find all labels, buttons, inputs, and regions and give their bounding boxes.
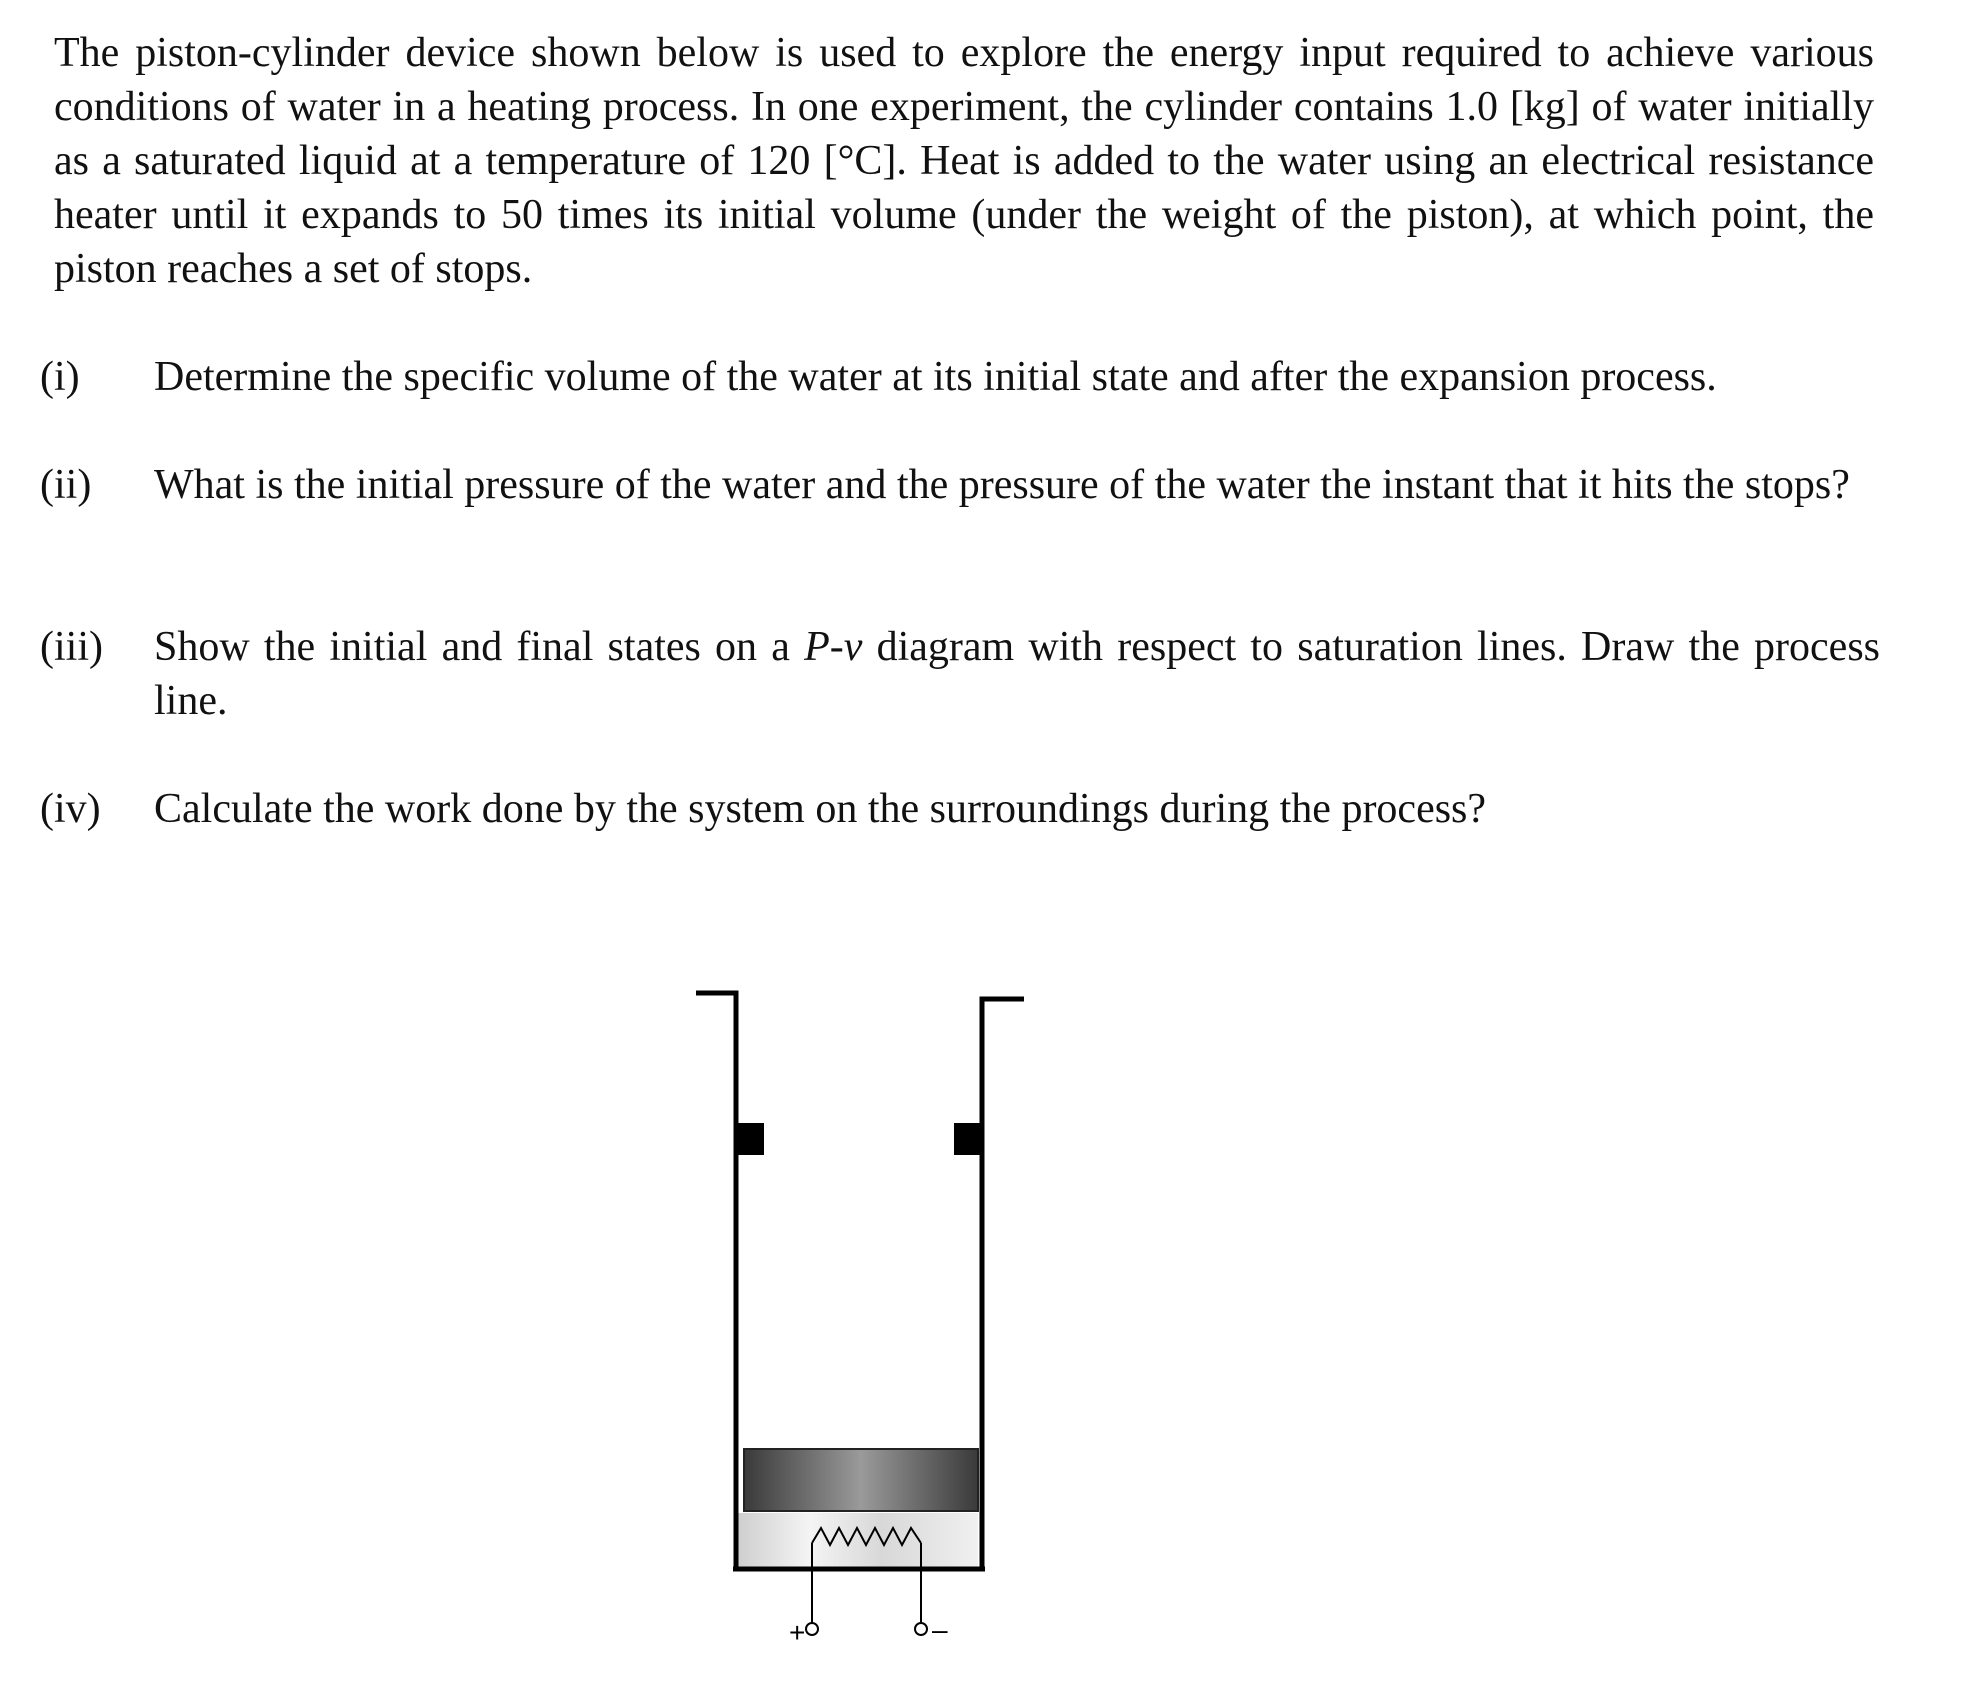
question-2 [40, 458, 1880, 512]
question-3-number: (iii) [40, 624, 103, 670]
terminal-plus [806, 1623, 818, 1635]
question-2-number: (ii) [40, 462, 92, 508]
question-1 [40, 350, 1880, 404]
question-1-text: Determine the specific volume of the water at its initial state and after the expansion process. [154, 354, 1717, 400]
water-layer [738, 1513, 978, 1568]
piston-cylinder-figure [690, 975, 1050, 1655]
terminal-plus-label: + [789, 1617, 806, 1648]
question-3-text [154, 620, 1880, 728]
question-2-text: What is the initial pressure of the water and the pressure of the water the instant that it hits the stops? [154, 462, 1850, 508]
piston [744, 1449, 978, 1511]
problem-statement: The piston-cylinder device shown below is used to explore the energy input required to achieve various conditions of water in a heating process. In one experiment, the cylinder contains 1.0 [kg] of water initially as a saturated liquid at a temperature of 120 [°C]. Heat is added to the water using an electrical resistance heater until it expands to 50 times its initial volume (under the weight of the piston), at which point, the piston reaches a set of stops. [54, 30, 1874, 292]
cylinder-right-wall [982, 999, 1024, 1569]
question-4 [40, 782, 1880, 836]
question-1-number: (i) [40, 354, 80, 400]
question-4-text: Calculate the work done by the system on the surroundings during the process? [154, 786, 1487, 832]
cylinder-left-wall [696, 993, 736, 1569]
terminal-minus-label: – [932, 1614, 948, 1645]
pv-diagram-term: P-v [804, 624, 863, 670]
question-3 [40, 620, 1880, 728]
question-3-text-b: diagram with respect to saturation lines. Draw the process line. [154, 624, 1881, 724]
question-4-number: (iv) [40, 786, 101, 832]
terminal-minus [915, 1623, 927, 1635]
stop-right [954, 1123, 980, 1155]
question-3-text-a: Show the initial and final states on a [154, 624, 805, 670]
stop-left [738, 1123, 764, 1155]
